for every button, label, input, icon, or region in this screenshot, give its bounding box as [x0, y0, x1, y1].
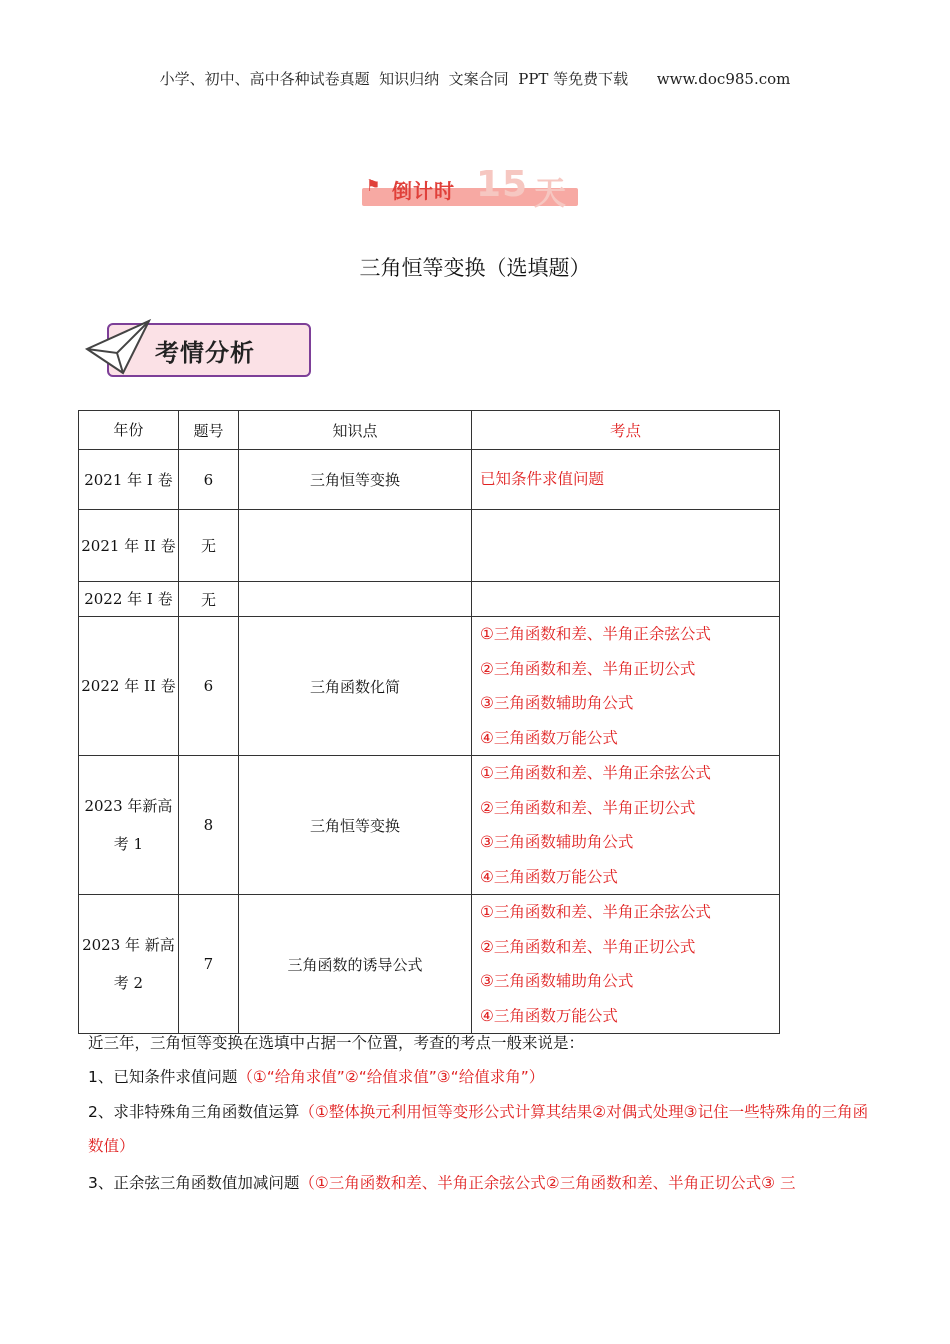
summary-item-2 [88, 1095, 878, 1163]
header-knowledge: 知识点 [239, 411, 472, 450]
row-num: 7 [178, 895, 238, 1034]
summary-intro: 近三年，三角恒等变换在选填中占据一个位置，考查的考点一般来说是： [88, 1034, 585, 1052]
page-header: 小学、初中、高中各种试卷真题 知识归纳 文案合同 PPT 等免费下载 www.doc985.com [159, 70, 791, 88]
row-knowledge: 三角恒等变换 [239, 756, 472, 895]
row-points [471, 450, 779, 510]
countdown-badge [360, 166, 585, 214]
row-num: 无 [178, 510, 238, 582]
table-row [79, 756, 780, 895]
point-line: ③三角函数辅助角公式 [479, 833, 634, 851]
point-line: ②三角函数和差、半角正切公式 [479, 798, 696, 817]
point-line: ④三角函数万能公式 [479, 1006, 618, 1025]
row-knowledge [239, 510, 472, 582]
point-line: ②三角函数和差、半角正切公式 [479, 659, 696, 678]
row-knowledge: 三角函数的诱导公式 [239, 895, 472, 1034]
point-line: ④三角函数万能公式 [479, 728, 618, 747]
table-row [79, 895, 780, 1034]
section-label: 考情分析 [155, 339, 255, 367]
row-points [471, 756, 779, 895]
row-points [471, 582, 779, 617]
point-line: ③三角函数辅助角公式 [479, 972, 634, 990]
point-line: ④三角函数万能公式 [479, 867, 618, 886]
point-line: 已知条件求值问题 [479, 470, 604, 489]
row-year: 2021 年 II 卷 [79, 510, 179, 582]
row-num: 无 [178, 582, 238, 617]
point-line: ①三角函数和差、半角正余弦公式 [479, 903, 711, 921]
row-year: 2023 年新高考 1 [79, 756, 179, 895]
table-row [79, 510, 780, 582]
table-row [79, 582, 780, 617]
section-banner [83, 315, 313, 381]
badge-label: 倒计时 [392, 179, 455, 203]
row-points [471, 510, 779, 582]
summary-item-label: 1、已知条件求值问题 [88, 1068, 238, 1086]
summary-item-detail: （①“给角求值”②“给值求值”③“给值求角”） [237, 1068, 545, 1086]
table-row [79, 450, 780, 510]
paper-plane-icon [83, 315, 163, 381]
row-num: 6 [178, 450, 238, 510]
page-title: 三角恒等变换（选填题） [359, 256, 591, 280]
summary-item-detail: （①整体换元利用恒等变形公式计算其结果②对偶式处理③记住一些特殊角的三角函数值） [88, 1103, 869, 1155]
header-num: 题号 [178, 411, 238, 450]
row-year: 2022 年 I 卷 [79, 582, 179, 617]
header-point: 考点 [471, 411, 779, 450]
point-line: ①三角函数和差、半角正余弦公式 [479, 625, 711, 643]
row-num: 8 [178, 756, 238, 895]
flag-icon: ⚑ [366, 176, 381, 195]
row-year: 2022 年 II 卷 [79, 617, 179, 756]
row-num: 6 [178, 617, 238, 756]
row-points [471, 895, 779, 1034]
badge-number: 15 [476, 164, 529, 205]
table-header-row [79, 411, 780, 450]
summary-item-label: 2、求非特殊角三角函数值运算 [88, 1103, 300, 1121]
summary-item-label: 3、正余弦三角函数值加减问题 [88, 1174, 300, 1192]
summary-item-1 [88, 1060, 878, 1094]
row-points [471, 617, 779, 756]
row-year: 2021 年 I 卷 [79, 450, 179, 510]
exam-table [78, 410, 780, 1034]
table-row [79, 617, 780, 756]
point-line: ③三角函数辅助角公式 [479, 694, 634, 712]
summary-item-3 [88, 1166, 878, 1200]
point-line: ①三角函数和差、半角正余弦公式 [479, 764, 711, 782]
row-knowledge: 三角函数化简 [239, 617, 472, 756]
badge-unit: 天 [534, 174, 567, 212]
row-knowledge: 三角恒等变换 [239, 450, 472, 510]
row-knowledge [239, 582, 472, 617]
point-line: ②三角函数和差、半角正切公式 [479, 937, 696, 956]
header-year: 年份 [79, 411, 179, 450]
row-year: 2023 年 新高考 2 [79, 895, 179, 1034]
summary-item-detail: （①三角函数和差、半角正余弦公式②三角函数和差、半角正切公式③ 三 [299, 1174, 796, 1192]
